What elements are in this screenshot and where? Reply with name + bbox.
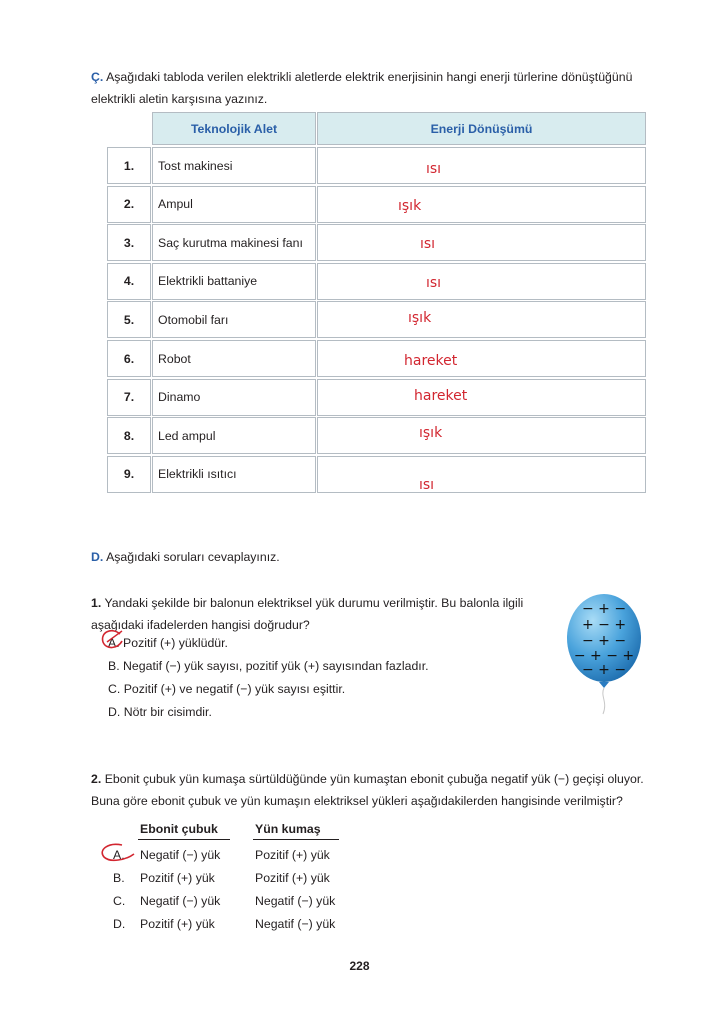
q2-option-d[interactable] — [113, 917, 125, 931]
table-row-device: Led ampul — [152, 417, 316, 454]
q1-option-c-letter: C. — [108, 682, 121, 696]
q2-col-header-yun: Yün kumaş — [255, 822, 321, 836]
table-row-energy-cell[interactable] — [317, 379, 646, 416]
table-row-device: Otomobil farı — [152, 301, 316, 338]
q2-col-underline-1 — [138, 839, 230, 840]
balloon-charge-row-1: − + − — [581, 601, 627, 617]
q1-option-d-letter: D. — [108, 705, 121, 719]
q2-option-c-col2: Negatif (−) yük — [255, 894, 336, 908]
q1-option-c[interactable] — [108, 682, 345, 696]
table-row-energy-answer: hareket — [414, 387, 468, 404]
q2-col-header-ebonit: Ebonit çubuk — [140, 822, 218, 836]
section-d-letter: D. — [91, 550, 104, 564]
q1-option-d-text: Nötr bir cisimdir. — [123, 705, 212, 719]
q2-option-b-letter: B. — [113, 871, 125, 885]
balloon-string — [603, 688, 605, 714]
table-row-energy-cell[interactable] — [317, 417, 646, 454]
q1-option-d[interactable] — [108, 705, 212, 719]
q2-option-d-col1: Pozitif (+) yük — [140, 917, 215, 931]
balloon-knot — [599, 682, 609, 688]
table-row-number: 3. — [107, 224, 151, 261]
q2-option-b-col2: Pozitif (+) yük — [255, 871, 330, 885]
table-row-device: Tost makinesi — [152, 147, 316, 184]
q2-option-d-col2: Negatif (−) yük — [255, 917, 336, 931]
table-row-device: Elektrikli ısıtıcı — [152, 456, 316, 493]
table-row-energy-answer: hareket — [404, 353, 458, 369]
table-row-device: Robot — [152, 340, 316, 377]
table-row-number: 8. — [107, 417, 151, 454]
table-row-number: 7. — [107, 379, 151, 416]
q2-option-c[interactable] — [113, 894, 125, 908]
balloon-charge-row-3: − + − — [581, 633, 627, 649]
question-2-text: Ebonit çubuk yün kumaşa sürtüldüğünde yün kumaştan ebonit çubuğa negatif yük (−) geçişi oluyor. Buna göre ebonit çubuk ve yün kumaşın elektriksel yükleri aşağıdakilerden hangisinde verilmiştir? — [91, 772, 644, 808]
q1-answer-mark — [98, 628, 128, 654]
energy-conversion-table — [107, 112, 646, 493]
q2-option-c-letter: C. — [113, 894, 126, 908]
table-row-device: Dinamo — [152, 379, 316, 416]
table-row-number: 6. — [107, 340, 151, 377]
q2-option-d-letter: D. — [113, 917, 126, 931]
q1-option-b[interactable] — [108, 659, 429, 673]
q2-option-b[interactable] — [113, 871, 125, 885]
q1-option-b-text: Negatif (−) yük sayısı, pozitif yük (+) sayısından fazladır. — [123, 659, 429, 673]
table-row-energy-answer: ışık — [408, 310, 432, 327]
q1-option-c-text: Pozitif (+) ve negatif (−) yük sayısı eşittir. — [123, 682, 346, 696]
balloon-charge-row-4: − + − + — [573, 648, 635, 664]
table-row-energy-answer: ısı — [426, 161, 442, 177]
q2-option-b-col1: Pozitif (+) yük — [140, 871, 215, 885]
question-2 — [91, 768, 671, 812]
question-1-number: 1. — [91, 596, 102, 610]
q2-answer-mark — [98, 842, 138, 866]
table-row-number: 9. — [107, 456, 151, 493]
table-row-energy-cell[interactable] — [317, 263, 646, 300]
section-d-instruction — [91, 550, 280, 564]
table-row-energy-cell[interactable] — [317, 456, 646, 493]
section-c-letter: Ç. — [91, 70, 104, 84]
question-1-text: Yandaki şekilde bir balonun elektriksel yük durumu verilmiştir. Bu balonla ilgili aşağıdaki ifadelerden hangisi doğrudur? — [91, 596, 524, 632]
table-row-energy-answer: ısı — [420, 236, 436, 253]
charged-balloon-figure — [558, 592, 650, 716]
q2-col-underline-2 — [253, 839, 339, 840]
table-row-device: Elektrikli battaniye — [152, 263, 316, 300]
q1-option-b-letter: B. — [108, 659, 120, 673]
table-header-device: Teknolojik Alet — [152, 112, 316, 145]
table-row-energy-cell[interactable] — [317, 186, 646, 223]
table-row-number: 1. — [107, 147, 151, 184]
table-row-energy-answer: ısı — [426, 274, 442, 291]
q2-option-c-col1: Negatif (−) yük — [140, 894, 221, 908]
question-2-number: 2. — [91, 772, 102, 786]
q1-option-a-letter: A. — [108, 636, 120, 650]
section-d-text: Aşağıdaki soruları cevaplayınız. — [106, 550, 280, 564]
question-1 — [91, 592, 561, 636]
table-row-energy-cell[interactable] — [317, 301, 646, 338]
table-row-energy-answer: ışık — [398, 197, 422, 214]
table-row-energy-cell[interactable] — [317, 224, 646, 261]
table-header-energy: Enerji Dönüşümü — [317, 112, 646, 145]
table-row-energy-answer: ışık — [419, 425, 443, 442]
balloon-charge-row-2: + − + — [581, 617, 627, 633]
table-row-number: 2. — [107, 186, 151, 223]
section-c-text: Aşağıdaki tabloda verilen elektrikli aletlerde elektrik enerjisinin hangi enerji türlerine dönüştüğünü elektrikli aletin karşısına yazınız. — [91, 70, 633, 106]
table-row-number: 4. — [107, 263, 151, 300]
q1-option-a-text: Pozitif (+) yüklüdür. — [123, 636, 228, 650]
table-row-energy-cell[interactable] — [317, 147, 646, 184]
table-row-device: Saç kurutma makinesi fanı — [152, 224, 316, 261]
section-c-instruction — [91, 66, 651, 110]
q2-option-a-col1: Negatif (−) yük — [140, 848, 221, 862]
table-row-energy-cell[interactable] — [317, 340, 646, 377]
balloon-charge-row-5: − + − — [581, 662, 627, 678]
q2-option-a-letter: A. — [113, 848, 125, 862]
table-row-device: Ampul — [152, 186, 316, 223]
table-row-energy-answer: ısı — [419, 476, 435, 493]
page-number: 228 — [349, 959, 370, 973]
table-row-number: 5. — [107, 301, 151, 338]
q2-option-a-col2: Pozitif (+) yük — [255, 848, 330, 862]
